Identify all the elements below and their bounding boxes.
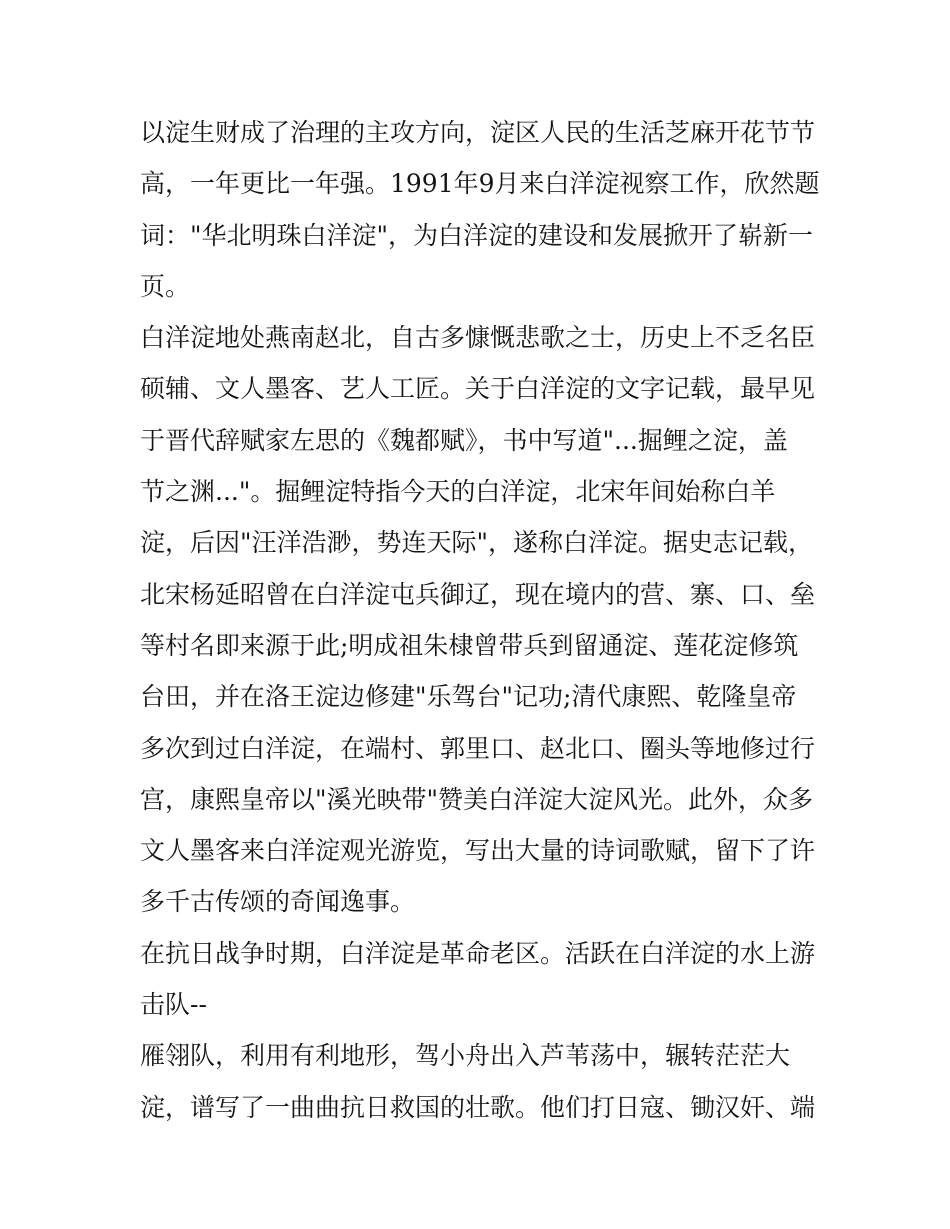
- text-line: 高，一年更比一年强。1991年9月来白洋淀视察工作，欣然题: [140, 169, 820, 199]
- text-line: 多千古传颂的奇闻逸事。: [140, 887, 416, 917]
- text-line: 台田，并在洛王淀边修建"乐驾台"记功;清代康熙、乾隆皇帝: [140, 682, 797, 712]
- text-line: 硕辅、文人墨客、艺人工匠。关于白洋淀的文字记载，最早见: [140, 374, 816, 404]
- text-line: 在抗日战争时期，白洋淀是革命老区。活跃在白洋淀的水上游: [140, 938, 816, 968]
- text-line: 词："华北明珠白洋淀"，为白洋淀的建设和发展掀开了崭新一: [140, 220, 814, 250]
- text-line: 击队--: [140, 990, 207, 1020]
- text-line: 以淀生财成了治理的主攻方向，淀区人民的生活芝麻开花节节: [140, 118, 816, 147]
- text-line: 页。: [140, 271, 191, 301]
- body-text: [140, 107, 820, 1133]
- text-line: 文人墨客来白洋淀观光游览，写出大量的诗词歌赋，留下了许: [140, 836, 816, 866]
- text-line: 宫，康熙皇帝以"溪光映带"赞美白洋淀大淀风光。此外，众多: [140, 784, 814, 814]
- text-line: 节之渊..."。掘鲤淀特指今天的白洋淀，北宋年间始称白羊: [140, 477, 776, 507]
- text-line: 于晋代辞赋家左思的《魏都赋》，书中写道"...掘鲤之淀，盖: [140, 425, 788, 455]
- text-line: 等村名即来源于此;明成祖朱棣曾带兵到留通淀、莲花淀修筑: [140, 630, 799, 660]
- text-line: 多次到过白洋淀，在端村、郭里口、赵北口、圈头等地修过行: [140, 733, 816, 763]
- text-line: 雁翎队，利用有利地形，驾小舟出入芦苇荡中，辗转茫茫大: [140, 1041, 791, 1071]
- text-line: 淀，后因"汪洋浩渺，势连天际"，遂称白洋淀。据史志记载，: [140, 528, 814, 558]
- text-line: 北宋杨延昭曾在白洋淀屯兵御辽，现在境内的营、寨、口、垒: [140, 579, 816, 609]
- text-line: 白洋淀地处燕南赵北，自古多慷慨悲歌之士，历史上不乏名臣: [140, 323, 816, 353]
- text-line: 淀，谱写了一曲曲抗日救国的壮歌。他们打日寇、锄汉奸、端: [140, 1092, 816, 1122]
